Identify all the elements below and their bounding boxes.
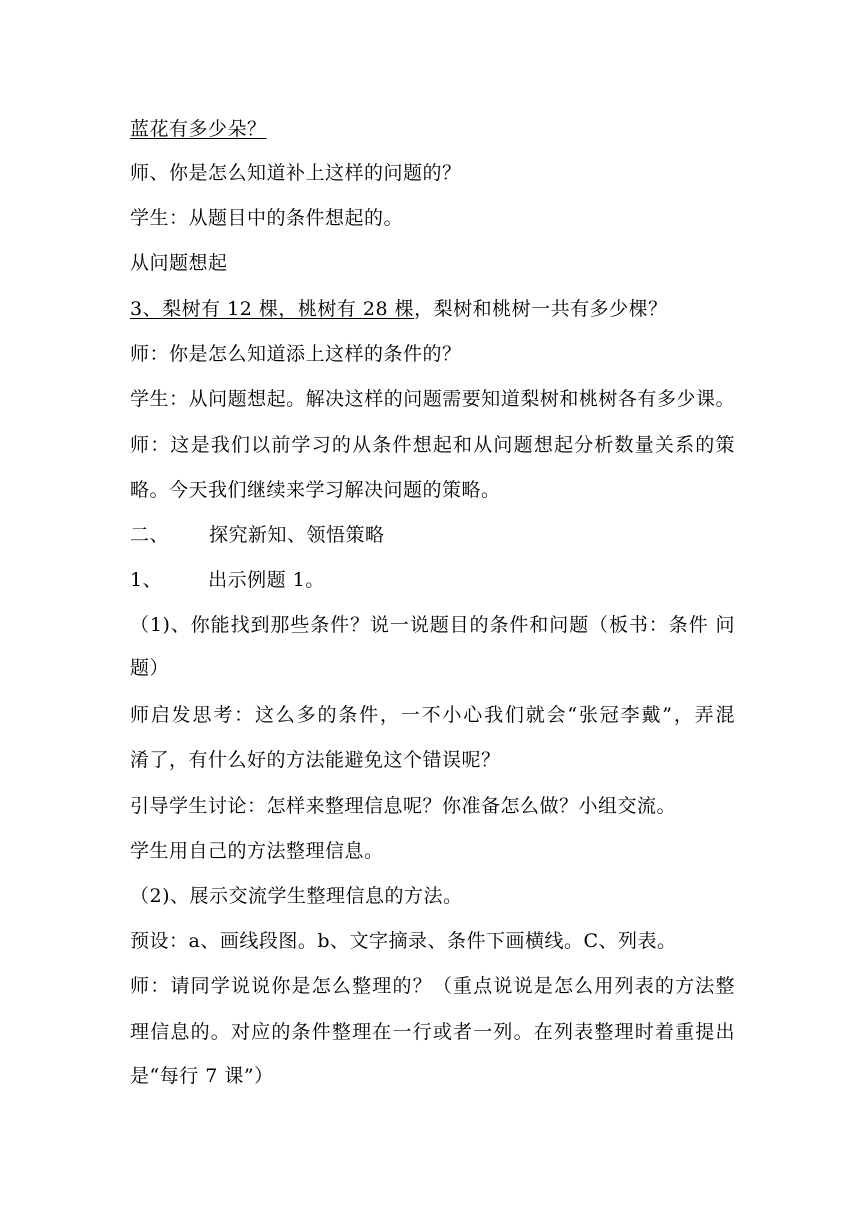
- item-heading-1: [130, 567, 325, 593]
- text-line-20: 师：请同学说说你是怎么整理的？（重点说说是怎么用列表的方法整: [130, 975, 735, 997]
- text-line-7: 学生：从问题想起。解决这样的问题需要知道梨树和桃树各有多少课。: [130, 388, 735, 410]
- section-title: 探究新知、领悟策略: [209, 524, 385, 546]
- text-line-21: 理信息的。对应的条件整理在一行或者一列。在列表整理时着重提出: [130, 1021, 735, 1043]
- text-line-3: 学生：从题目中的条件想起的。: [130, 207, 404, 229]
- item-title: 出示例题 1。: [208, 569, 325, 591]
- text-line-14: 师启发思考：这么多的条件，一不小心我们就会“张冠李戴”，弄混: [130, 704, 735, 726]
- text-line-6: 师：你是怎么知道添上这样的条件的？: [130, 343, 462, 365]
- section-number: 二、: [130, 524, 170, 546]
- text-line-22: 是“每行 7 课”）: [130, 1065, 274, 1087]
- document-page: [130, 0, 735, 1216]
- text-line-2: 师、你是怎么知道补上这样的问题的？: [130, 162, 462, 184]
- text-line-13: 题）: [130, 657, 170, 679]
- section-heading-2: [130, 522, 385, 548]
- text-line-16: 引导学生讨论：怎样来整理信息呢？你准备怎么做？小组交流。: [130, 795, 677, 817]
- question-text: ，梨树和桃树一共有多少棵？: [414, 298, 668, 320]
- item-number: 1、: [130, 569, 163, 591]
- text-line-17: 学生用自己的方法整理信息。: [130, 840, 384, 862]
- text-line-9: 略。今天我们继续来学习解决问题的策略。: [130, 479, 501, 501]
- text-line-18: （2)、展示交流学生整理信息的方法。: [130, 885, 463, 907]
- text-line-19: 预设：a、画线段图。b、文字摘录、条件下画横线。C、列表。: [130, 930, 677, 952]
- text-line-8: 师：这是我们以前学习的从条件想起和从问题想起分析数量关系的策: [130, 434, 735, 456]
- text-line-12: （1)、你能找到那些条件？说一说题目的条件和问题（板书：条件 问: [130, 614, 735, 636]
- text-line-5: [130, 296, 668, 322]
- text-line-4: 从问题想起: [130, 252, 228, 274]
- text-line-1: 蓝花有多少朵？: [130, 118, 267, 140]
- text-line-15: 淆了，有什么好的方法能避免这个错误呢？: [130, 749, 501, 771]
- underlined-condition: 3、梨树有 12 棵，桃树有 28 棵: [130, 298, 415, 320]
